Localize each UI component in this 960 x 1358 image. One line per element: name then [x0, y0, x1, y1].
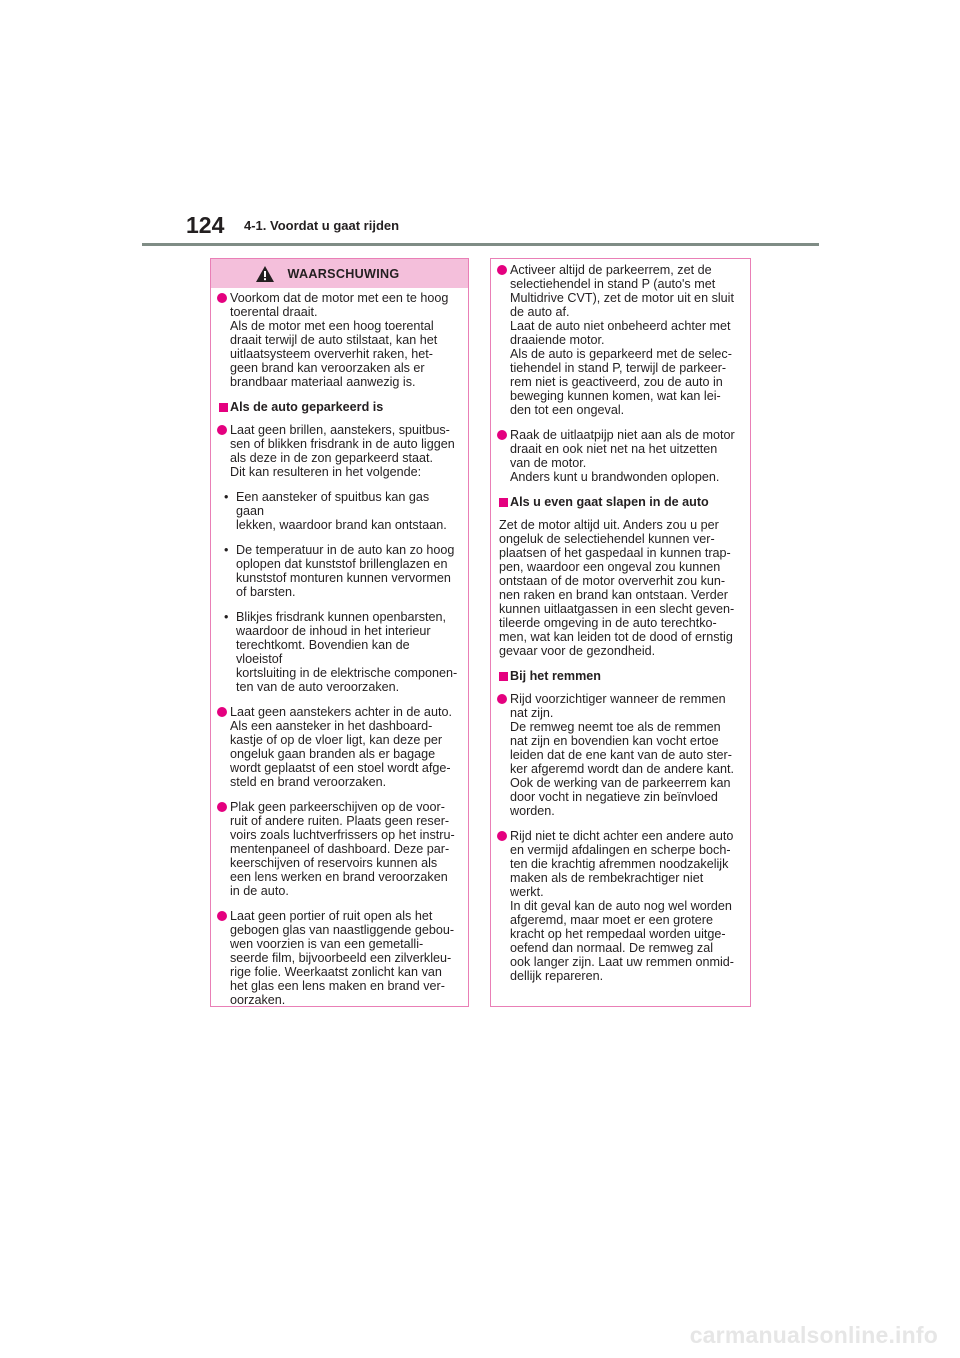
section-heading [499, 495, 740, 509]
sub-list-item [219, 610, 458, 694]
dot-bullet-icon: • [224, 490, 229, 504]
list-item [219, 291, 458, 389]
list-item-text: Rijd voorzichtiger wanneer de remmen nat zijn. De remweg neemt toe als de remmen nat zijn en bovendien kan vocht ertoe leiden dat de ene kant van de auto ster- ker afgeremd wordt dan de andere kant. Ook de werking van de parkeerrem kan door vocht in negatieve zin beïnvloed worden. [510, 692, 735, 818]
square-bullet-icon [499, 498, 508, 507]
bullet-icon [497, 265, 507, 275]
header-rule [142, 243, 819, 246]
dot-bullet-icon: • [224, 610, 229, 624]
list-item [499, 692, 740, 818]
square-bullet-icon [219, 403, 228, 412]
sub-list-item [219, 543, 458, 599]
warning-content-right [491, 259, 750, 983]
bullet-icon [217, 293, 227, 303]
bullet-icon [217, 911, 227, 921]
warning-box-right [490, 258, 751, 1007]
list-item [219, 800, 458, 898]
dot-bullet-icon: • [224, 543, 229, 557]
warning-content-left [211, 288, 468, 1007]
bullet-icon [497, 694, 507, 704]
page-header [0, 0, 960, 250]
list-item-text: Raak de uitlaatpijp niet aan als de motor draait en ook niet net na het uitzetten van de motor. Anders kunt u brandwonden oplopen. [510, 428, 735, 484]
bullet-icon [217, 802, 227, 812]
list-item-text: Rijd niet te dicht achter een andere auto en vermijd afdalingen en scherpe boch- ten die krachtig afremmen noodzakelijk maken als de rembekrachtiger niet werkt. In dit geval kan de auto nog wel worden afgeremd, maar moet er een grotere kracht op het rempedaal worden uitge- oefend dan normaal. De remweg zal ook langer zijn. Laat uw remmen onmid- dellijk repareren. [510, 829, 734, 983]
list-item [219, 423, 458, 479]
list-item [219, 909, 458, 1007]
section-heading-text: Als de auto geparkeerd is [230, 400, 384, 414]
list-item-text: Activeer altijd de parkeerrem, zet de selectiehendel in stand P (auto's met Multidrive CVT), zet de motor uit en sluit de auto af. Laat de auto niet onbeheerd achter met draaiende motor. Als de auto is geparkeerd met de selec- tiehendel in stand P, terwijl de parkeer- rem niet is geactiveerd, zou de auto in beweging kunnen komen, wat kan lei- den tot een ongeval. [510, 263, 734, 417]
square-bullet-icon [499, 672, 508, 681]
warning-bar [211, 259, 468, 288]
bullet-icon [217, 707, 227, 717]
warning-triangle-icon [255, 265, 275, 283]
section-heading-text: Bij het remmen [510, 669, 601, 683]
sub-list-item-text: Blikjes frisdrank kunnen openbarsten, waardoor de inhoud in het interieur terechtkomt. Bovendien kan de vloeistof kortsluiting in de elektrische componen- ten van de auto veroorzaken. [236, 610, 458, 694]
page-number: 124 [186, 212, 225, 238]
chapter-title: 4-1. Voordat u gaat rijden [244, 218, 400, 233]
sub-list-item-text: De temperatuur in de auto kan zo hoog oplopen dat kunststof brillenglazen en kunststof monturen kunnen vervormen of barsten. [236, 543, 455, 599]
list-item [499, 263, 740, 417]
list-item [499, 428, 740, 484]
list-item-text: Plak geen parkeerschijven op de voor- ruit of andere ruiten. Plaats geen reser- voirs zoals luchtverfrissers op het instru- mentenpaneel of dashboard. Deze par- keerschijven of reservoirs kunnen als een lens werken en brand veroorzaken in de auto. [230, 800, 455, 898]
section-heading [219, 400, 458, 414]
watermark: carmanualsonline.info [689, 1322, 938, 1348]
warning-title: WAARSCHUWING [287, 266, 400, 281]
list-item-text: Laat geen aanstekers achter in de auto. Als een aansteker in het dashboard- kastje of op de vloer ligt, kan deze per ongeluk gaan branden als er bagage wordt geplaatst of een stoel wordt afge- steld en brand veroorzaken. [230, 705, 452, 789]
section-heading-text: Als u even gaat slapen in de auto [510, 495, 709, 509]
paragraph: Zet de motor altijd uit. Anders zou u per ongeluk de selectiehendel kunnen ver- plaatsen of het gaspedaal in kunnen trap- pen, waardoor een ongeval zou kunnen ontstaan of de motor oververhit zou kun- nen raken en brand kan ontstaan. Verder kunnen uitlaatgassen in een slecht geven- tileerde omgeving in de auto terechtko- men, wat kan leiden tot de dood of ernstig gevaar voor de gezondheid. [499, 518, 735, 658]
sub-list-item [219, 490, 458, 532]
list-item-text: Voorkom dat de motor met een te hoog toerental draait. Als de motor met een hoog toerental draait terwijl de auto stilstaat, kan het uitlaatsysteem oververhit raken, het- geen brand kan veroorzaken als er brandbaar materiaal aanwezig is. [230, 291, 449, 389]
bullet-icon [217, 425, 227, 435]
list-item [219, 705, 458, 789]
list-item-text: Laat geen brillen, aanstekers, spuitbus- sen of blikken frisdrank in de auto liggen als deze in de zon geparkeerd staat. Dit kan resulteren in het volgende: [230, 423, 455, 479]
list-item [499, 829, 740, 983]
bullet-icon [497, 831, 507, 841]
sub-list-item-text: Een aansteker of spuitbus kan gas gaan lekken, waardoor brand kan ontstaan. [236, 490, 447, 532]
section-heading [499, 669, 740, 683]
bullet-icon [497, 430, 507, 440]
warning-box-left [210, 258, 469, 1007]
list-item-text: Laat geen portier of ruit open als het gebogen glas van naastliggende gebou- wen voorzien is van een gemetalli- seerde film, bijvoorbeeld een zilverkleu- rige folie. Weerkaatst zonlicht kan van het glas een lens maken en brand ver- oorzaken. [230, 909, 455, 1007]
